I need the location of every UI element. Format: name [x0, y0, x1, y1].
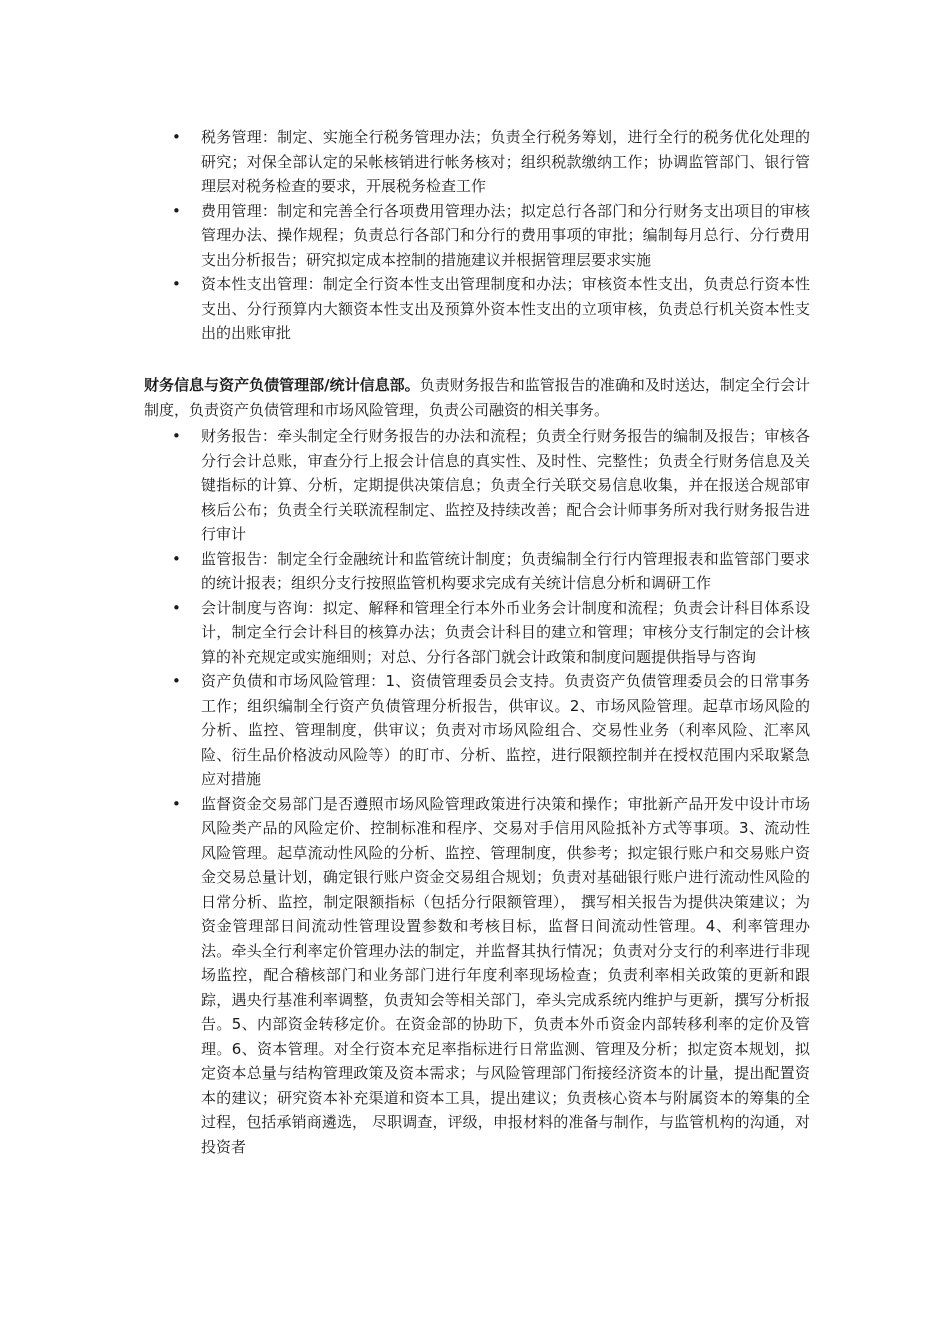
list-item-text: 费用管理：制定和完善全行各项费用管理办法；拟定总行各部门和分行财务支出项目的审核管理办法、操作规程；负责总行各部门和分行的费用事项的审批；编制每月总行、分行费用支出分析报告；研究拟定成本控制的措施建议并根据管理层要求实施	[201, 201, 810, 269]
list-item-text: 税务管理：制定、实施全行税务管理办法；负责全行税务筹划，进行全行的税务优化处理的研究；对保全部认定的呆帐核销进行帐务核对；组织税款缴纳工作；协调监管部门、银行管理层对税务检查的要求，开展税务检查工作	[201, 128, 810, 195]
list-item-text: 资本性支出管理：制定全行资本性支出管理制度和办法；审核资本性支出，负责总行资本性支出、分行预算内大额资本性支出及预算外资本性支出的立项审核，负责总行机关资本性支出的出账审批	[201, 275, 810, 342]
bullet-icon: •	[172, 598, 181, 617]
bullet-icon: •	[172, 427, 181, 445]
bullet-icon: •	[172, 549, 181, 568]
list-item	[170, 125, 810, 199]
list-item	[170, 424, 810, 547]
list-item-text: 资产负债和市场风险管理：1、资债管理委员会支持。负责资产负债管理委员会的日常事务工作；组织编制全行资产负债管理分析报告，供审议。2、市场风险管理。起草市场风险的分析、监控、管理制度，供审议；负责对市场风险组合、交易性业务（利率风险、汇率风险、衍生品价格波动风险等）的盯市、分析、监控，进行限额控制并在授权范围内采取紧急应对措施	[201, 672, 810, 788]
list-item-text: 监管报告：制定全行金融统计和监管统计制度；负责编制全行行内管理报表和监管部门要求的统计报表；组织分支行按照监管机构要求完成有关统计信息分析和调研工作	[201, 549, 810, 592]
tax-expense-capex-list	[170, 125, 810, 346]
financial-info-duties-list	[170, 424, 810, 1159]
bullet-icon: •	[172, 275, 181, 293]
list-item-text: 监督资金交易部门是否遵照市场风险管理政策进行决策和操作；审批新产品开发中设计市场风险类产品的风险定价、控制标准和程序、交易对手信用风险抵补方式等事项。3、流动性风险管理。起草流动性风险的分析、监控、管理制度，供参考；拟定银行账户和交易账户资金交易总量计划，确定银行账户资金交易组合规划；负责对基础银行账户进行流动性风险的日常分析、监控，制定限额指标（包括分行限额管理）， 撰写相关报告为提供决策建议；为资金管理部日间流动性管理设置参数和考核目标，监督日间流动性管理。4、利率管理办法。牵头全行利率定价管理办法的制定，并监督其执行情况；负责对分支行的利率进行非现场监控，配合稽核部门和业务部门进行年度利率现场检查；负责利率相关政策的更新和跟踪，遇央行基准利率调整，负责知会等相关部门，牵头完成系统内维护与更新，撰写分析报告。5、内部资金转移定价。在资金部的协助下，负责本外币资金内部转移利率的定价及管理。6、资本管理。对全行资本充足率指标进行日常监测、管理及分析；拟定资本规划，拟定资本总量与结构管理政策及资本需求；与风险管理部门衔接经济资本的计量，提出配置资本的建议；研究资本补充渠道和资本工具，提出建议；负责核心资本与附属资本的筹集的全过程，包括承销商遴选， 尽职调查，评级，申报材料的准备与制作，与监管机构的沟通，对投资者	[201, 794, 810, 1156]
bullet-icon: •	[172, 672, 181, 690]
list-item-text: 会计制度与咨询：拟定、解释和管理全行本外币业务会计制度和流程；负责会计科目体系设计，制定全行会计科目的核算办法；负责会计科目的建立和管理；审核分支行制定的会计核算的补充规定或实施细则；对总、分行各部门就会计政策和制度问题提供指导与咨询	[201, 598, 810, 666]
section-intro-text: 负责财务报告和监管报告的准确和及时送达，制定全行会计制度，负责资产负债管理和市场风险管理，负责公司融资的相关事务。	[144, 376, 810, 419]
bullet-icon: •	[172, 201, 181, 220]
list-item	[170, 669, 810, 792]
section-intro-paragraph	[144, 373, 810, 422]
list-item	[170, 199, 810, 273]
section-heading: 财务信息与资产负债管理部/统计信息部。	[144, 376, 420, 394]
list-item	[170, 547, 810, 596]
list-item	[170, 596, 810, 670]
bullet-icon: •	[172, 128, 181, 146]
bullet-icon: •	[172, 794, 181, 813]
list-item	[170, 272, 810, 346]
list-item-text: 财务报告：牵头制定全行财务报告的办法和流程；负责全行财务报告的编制及报告；审核各分行会计总账，审查分行上报会计信息的真实性、及时性、完整性；负责全行财务信息及关键指标的计算、分析，定期提供决策信息；负责全行关联交易信息收集，并在报送合规部审核后公布；负责全行关联流程制定、监控及持续改善；配合会计师事务所对我行财务报告进行审计	[201, 427, 810, 543]
list-item	[170, 792, 810, 1160]
